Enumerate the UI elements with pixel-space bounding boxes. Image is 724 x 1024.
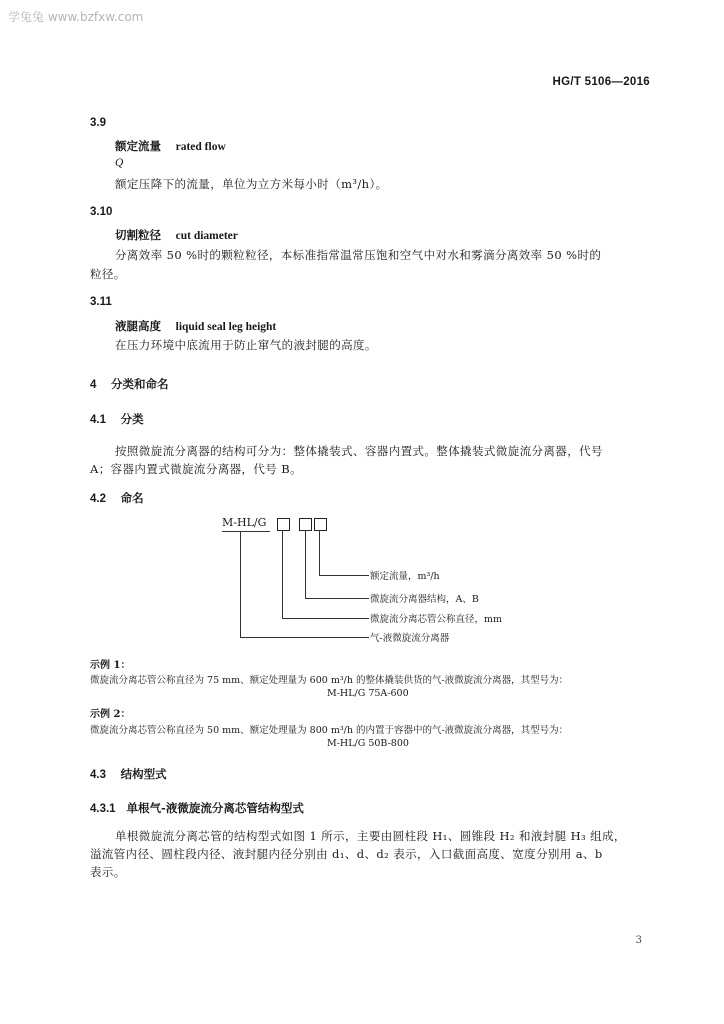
prefix-underline: [222, 531, 270, 532]
term-en: liquid seal leg height: [175, 321, 277, 333]
example-2-model: M-HL/G 50B-800: [327, 738, 409, 749]
clause-3-11-term: [115, 318, 276, 334]
section-number: 4.3: [90, 769, 106, 781]
section-title: 结构型式: [120, 767, 167, 781]
watermark: 学兔兔 www.bzfxw.com: [8, 10, 144, 24]
section-4-3-1-heading: [90, 800, 304, 816]
page-number: 3: [635, 935, 642, 946]
clause-3-11-number: 3.11: [90, 296, 112, 308]
label-separator-type: 气-液微旋流分离器: [370, 633, 450, 644]
section-4-1-line1: 按照微旋流分离器的结构可分为：整体撬装式、容器内置式。整体撬装式微旋流分离器，代号: [115, 444, 603, 458]
term-zh: 液腿高度: [115, 319, 161, 333]
section-4-1-heading: [90, 411, 144, 427]
example-1-text: 微旋流分离芯管公称直径为 75 mm、额定处理量为 600 m³/h 的整体撬装供货的气-液微旋流分离器，其型号为：: [90, 675, 569, 686]
label-diameter: 微旋流分离芯管公称直径，mm: [370, 614, 503, 625]
clause-3-9-symbol: Q: [115, 157, 124, 169]
term-zh: 切割粒径: [115, 228, 161, 242]
example-1-caption: 示例 1：: [90, 660, 131, 671]
section-4-2-heading: [90, 490, 144, 506]
model-prefix: M-HL/G: [222, 516, 267, 529]
leader-vertical-diameter: [282, 530, 283, 619]
section-4-heading: [90, 376, 169, 392]
slot-box-flow: [314, 518, 327, 531]
section-number: 4.3.1: [90, 803, 116, 815]
leader-horizontal-prefix: [240, 637, 369, 638]
section-4-3-1-line2: 溢流管内径、圆柱段内径、液封腿内径分别由 d₁、d、d₂ 表示，入口截面高度、宽度分别用 a、b: [90, 847, 603, 861]
clause-3-11-definition: 在压力环境中底流用于防止窜气的液封腿的高度。: [115, 338, 377, 352]
slot-box-diameter: [277, 518, 290, 531]
term-en: cut diameter: [175, 230, 238, 242]
leader-vertical-flow: [319, 530, 320, 576]
section-title: 分类和命名: [111, 377, 169, 391]
leader-horizontal-structure: [305, 598, 369, 599]
section-4-3-1-line1: 单根微旋流分离芯管的结构型式如图 1 所示，主要由圆柱段 H₁、圆锥段 H₂ 和液封腿 H₃ 组成，: [115, 829, 626, 843]
clause-3-9-definition: 额定压降下的流量，单位为立方米每小时（m³/h）。: [115, 177, 388, 191]
example-1-model: M-HL/G 75A-600: [327, 688, 409, 699]
term-en: rated flow: [175, 141, 226, 153]
section-4-1-line2: A；容器内置式微旋流分离器，代号 B。: [90, 462, 303, 476]
leader-vertical-prefix: [240, 531, 241, 638]
clause-3-9-term: [115, 138, 226, 154]
clause-3-10-term: [115, 227, 238, 243]
term-zh: 额定流量: [115, 139, 161, 153]
section-number: 4: [90, 379, 97, 391]
section-4-3-heading: [90, 766, 167, 782]
label-flow: 额定流量，m³/h: [370, 571, 440, 582]
section-title: 单根气-液微旋流分离芯管结构型式: [126, 801, 304, 815]
example-2-caption: 示例 2：: [90, 709, 131, 720]
label-structure: 微旋流分离器结构，A、B: [370, 594, 479, 605]
section-number: 4.1: [90, 414, 106, 426]
leader-vertical-structure: [305, 530, 306, 599]
clause-3-10-definition-line1: 分离效率 50 %时的颗粒粒径，本标准指常温常压饱和空气中对水和雾滴分离效率 50 %时的: [115, 248, 602, 262]
section-title: 命名: [120, 491, 144, 505]
section-title: 分类: [120, 412, 144, 426]
section-number: 4.2: [90, 493, 106, 505]
section-4-3-1-line3: 表示。: [90, 865, 126, 879]
standard-number: HG/T 5106—2016: [552, 76, 650, 88]
leader-horizontal-flow: [319, 575, 369, 576]
clause-3-9-number: 3.9: [90, 117, 106, 129]
example-2-text: 微旋流分离芯管公称直径为 50 mm、额定处理量为 800 m³/h 的内置于容器中的气-液微旋流分离器，其型号为：: [90, 725, 569, 736]
leader-horizontal-diameter: [282, 618, 369, 619]
clause-3-10-number: 3.10: [90, 206, 113, 218]
clause-3-10-definition-line2: 粒径。: [90, 267, 126, 281]
